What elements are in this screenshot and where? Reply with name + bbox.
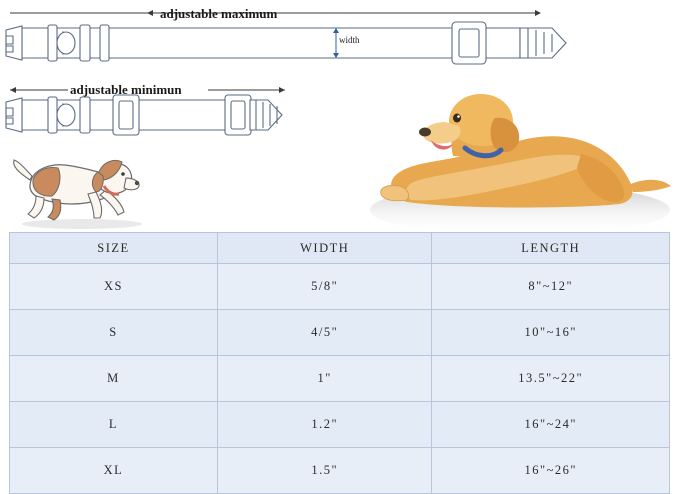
table-row — [10, 448, 670, 494]
collar-strap-min — [6, 95, 282, 135]
column-header-width: WIDTH — [217, 233, 432, 264]
cell-width: 4/5" — [217, 310, 432, 356]
table-row — [10, 356, 670, 402]
collar-strap-max — [6, 22, 566, 64]
cell-length: 13.5"~22" — [432, 356, 670, 402]
cell-width: 1" — [217, 356, 432, 402]
cell-length: 16"~26" — [432, 448, 670, 494]
cell-width: 1.5" — [217, 448, 432, 494]
cell-size: S — [10, 310, 218, 356]
collar-size-diagram — [0, 0, 679, 232]
adjustable-minimum-label: adjustable minimun — [70, 82, 182, 97]
cell-size: XS — [10, 264, 218, 310]
running-dog-illustration — [14, 160, 142, 229]
cell-width: 5/8" — [217, 264, 432, 310]
cell-size: M — [10, 356, 218, 402]
cell-width: 1.2" — [217, 402, 432, 448]
cell-length: 16"~24" — [432, 402, 670, 448]
cell-size: XL — [10, 448, 218, 494]
column-header-size: SIZE — [10, 233, 218, 264]
golden-retriever-illustration — [345, 92, 675, 242]
column-header-length: LENGTH — [432, 233, 670, 264]
cell-length: 8"~12" — [432, 264, 670, 310]
cell-length: 10"~16" — [432, 310, 670, 356]
table-row — [10, 310, 670, 356]
table-row — [10, 264, 670, 310]
adjustable-maximum-label: adjustable maximum — [160, 6, 278, 21]
width-label: width — [339, 35, 360, 45]
size-chart-table — [9, 232, 670, 494]
table-header-row — [10, 233, 670, 264]
table-row — [10, 402, 670, 448]
cell-size: L — [10, 402, 218, 448]
